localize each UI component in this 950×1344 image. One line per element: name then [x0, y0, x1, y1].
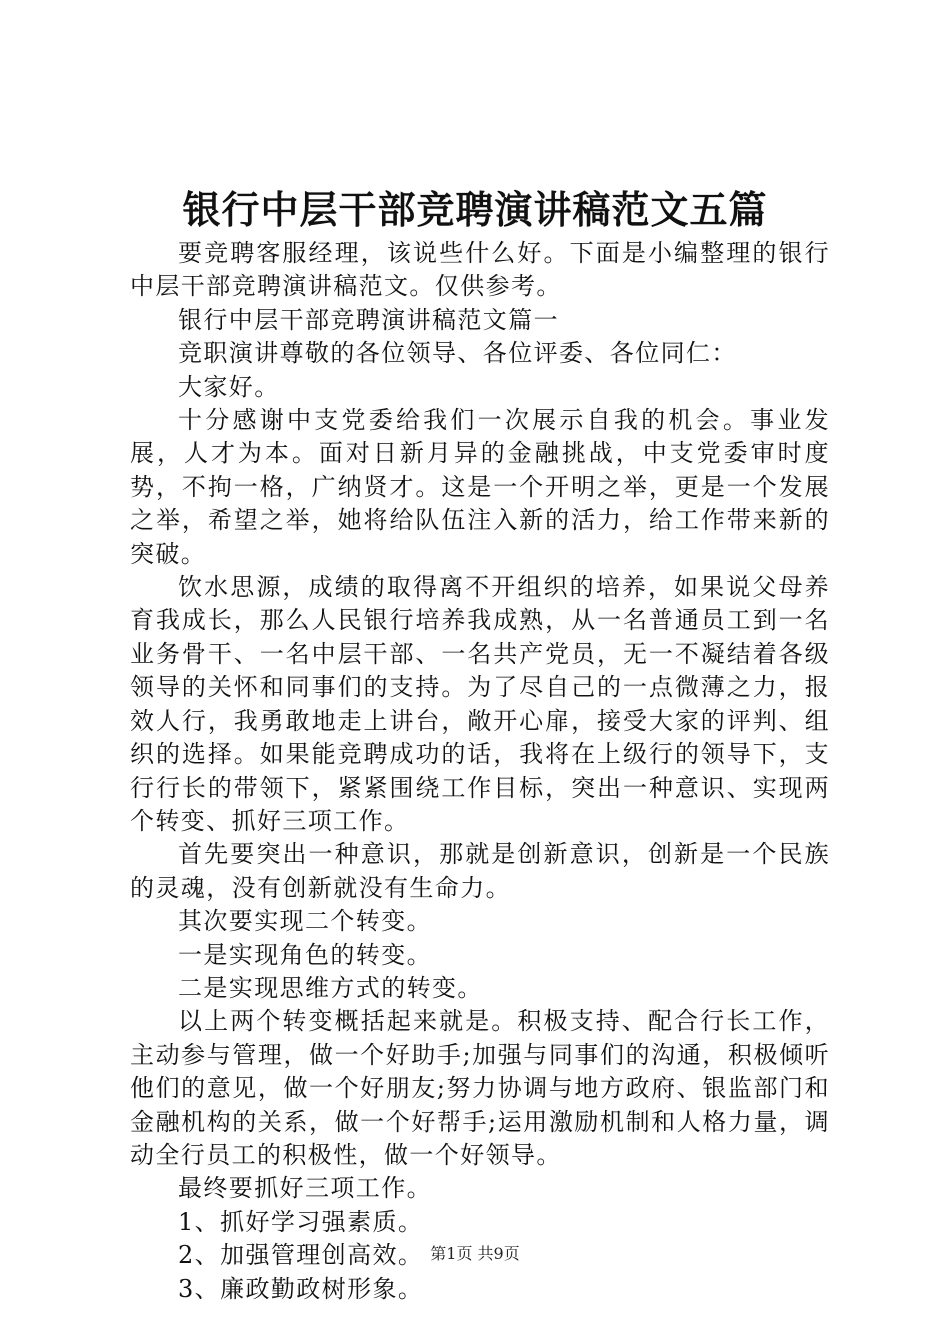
- list-item-task-1: 1、抓好学习强素质。: [178, 1207, 424, 1236]
- document-body: [130, 237, 830, 1306]
- paragraph-change-two: 二是实现思维方式的转变。: [178, 973, 483, 1002]
- paragraph-thanks: 十分感谢中支党委给我们一次展示自我的机会。事业发展，人才为本。面对日新月异的金融挑战，中支党委审时度势，不拘一格，广纳贤才。这是一个开明之举，更是一个发展之举，希望之举，她将给队伍注入新的活力，给工作带来新的突破。: [130, 406, 830, 568]
- paragraph-change-one: 一是实现角色的转变。: [178, 940, 432, 969]
- paragraph-summary: 以上两个转变概括起来就是。积极支持、配合行长工作，主动参与管理，做一个好助手;加强与同事们的沟通，积极倾听他们的意见，做一个好朋友;努力协调与地方政府、银监部门和金融机构的关系，做一个好帮手;运用激励机制和人格力量，调动全行员工的积极性，做一个好领导。: [130, 1007, 830, 1169]
- paragraph-salutation: 竞职演讲尊敬的各位领导、各位评委、各位同仁：: [178, 339, 737, 368]
- list-item-task-2: 2、加强管理创高效。: [178, 1241, 424, 1270]
- paragraph-section-heading: 银行中层干部竞聘演讲稿范文篇一: [178, 305, 559, 334]
- paragraph-two-changes: 其次要实现二个转变。: [178, 907, 432, 936]
- paragraph-gratitude: 饮水思源，成绩的取得离不开组织的培养，如果说父母养育我成长，那么人民银行培养我成熟，从一名普通员工到一名业务骨干、一名中层干部、一名共产党员，无一不凝结着各级领导的关怀和同事们的支持。为了尽自己的一点微薄之力，报效人行，我勇敢地走上讲台，敞开心扉，接受大家的评判、组织的选择。如果能竞聘成功的话，我将在上级行的领导下，支行行长的带领下，紧紧围绕工作目标，突出一种意识、实现两个转变、抓好三项工作。: [130, 573, 830, 835]
- paragraph-three-tasks: 最终要抓好三项工作。: [178, 1174, 432, 1203]
- paragraph-greeting: 大家好。: [178, 372, 280, 401]
- page-number-footer: 第1页 共9页: [430, 1244, 520, 1263]
- paragraph-innovation: 首先要突出一种意识，那就是创新意识，创新是一个民族的灵魂，没有创新就没有生命力。: [130, 840, 830, 902]
- list-item-task-3: 3、廉政勤政树形象。: [178, 1274, 424, 1303]
- paragraph-intro: 要竞聘客服经理，该说些什么好。下面是小编整理的银行中层干部竞聘演讲稿范文。仅供参考。: [130, 239, 830, 301]
- document-title: 银行中层干部竞聘演讲稿范文五篇: [182, 187, 768, 232]
